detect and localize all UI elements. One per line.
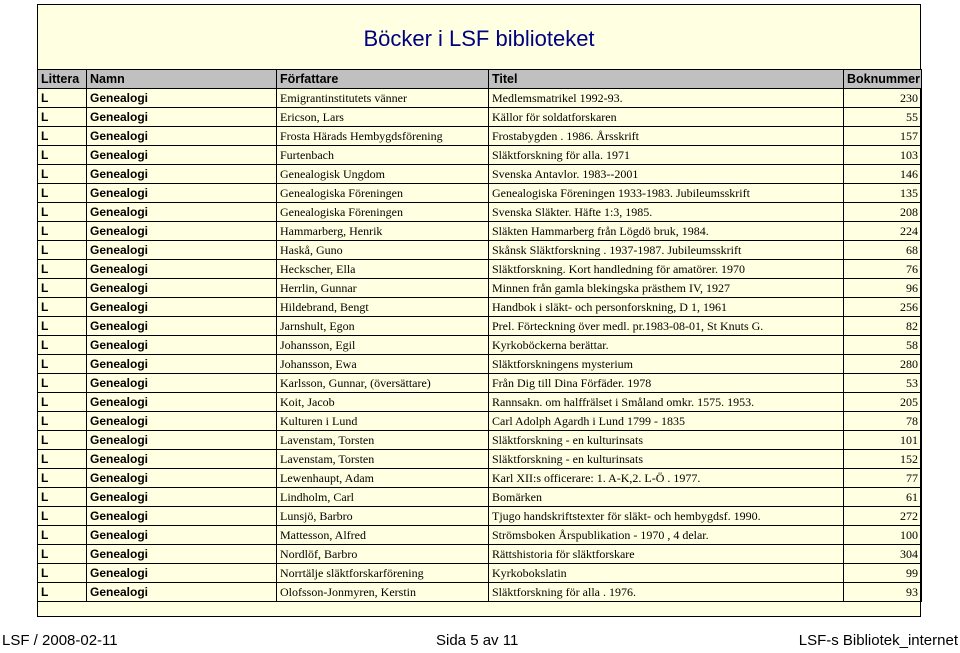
cell-littera: L: [38, 298, 87, 317]
cell-forfattare: Johansson, Egil: [277, 336, 489, 355]
cell-namn: Genealogi: [87, 583, 277, 602]
table-row: [38, 203, 922, 222]
cell-namn: Genealogi: [87, 564, 277, 583]
cell-titel: Kyrkoböckerna berättar.: [489, 336, 844, 355]
cell-boknummer: 101: [844, 431, 922, 450]
cell-forfattare: Nordlöf, Barbro: [277, 545, 489, 564]
cell-forfattare: Genealogiska Föreningen: [277, 203, 489, 222]
footer-page-number: Sida 5 av 11: [436, 632, 519, 649]
header-forfattare: Författare: [277, 70, 489, 89]
cell-titel: Släktforskningens mysterium: [489, 355, 844, 374]
cell-forfattare: Lindholm, Carl: [277, 488, 489, 507]
cell-namn: Genealogi: [87, 108, 277, 127]
table-row: [38, 488, 922, 507]
cell-littera: L: [38, 412, 87, 431]
cell-forfattare: Genealogiska Föreningen: [277, 184, 489, 203]
cell-littera: L: [38, 507, 87, 526]
cell-titel: Släkten Hammarberg från Lögdö bruk, 1984.: [489, 222, 844, 241]
cell-littera: L: [38, 355, 87, 374]
cell-titel: Rannsakn. om halffrälset i Småland omkr. 1575. 1953.: [489, 393, 844, 412]
cell-titel: Frostabygden . 1986. Årsskrift: [489, 127, 844, 146]
cell-forfattare: Lavenstam, Torsten: [277, 450, 489, 469]
cell-forfattare: Furtenbach: [277, 146, 489, 165]
cell-boknummer: 146: [844, 165, 922, 184]
cell-namn: Genealogi: [87, 89, 277, 108]
cell-namn: Genealogi: [87, 165, 277, 184]
cell-titel: Släktforskning för alla . 1976.: [489, 583, 844, 602]
cell-littera: L: [38, 336, 87, 355]
cell-namn: Genealogi: [87, 393, 277, 412]
cell-littera: L: [38, 89, 87, 108]
cell-littera: L: [38, 450, 87, 469]
cell-littera: L: [38, 469, 87, 488]
cell-boknummer: 230: [844, 89, 922, 108]
cell-namn: Genealogi: [87, 488, 277, 507]
cell-forfattare: Kulturen i Lund: [277, 412, 489, 431]
header-titel: Titel: [489, 70, 844, 89]
cell-forfattare: Norrtälje släktforskarförening: [277, 564, 489, 583]
cell-titel: Bomärken: [489, 488, 844, 507]
header-row: [38, 70, 922, 89]
cell-littera: L: [38, 317, 87, 336]
cell-forfattare: Mattesson, Alfred: [277, 526, 489, 545]
footer-date: LSF / 2008-02-11: [2, 632, 118, 649]
cell-littera: L: [38, 393, 87, 412]
table-row: [38, 222, 922, 241]
cell-boknummer: 208: [844, 203, 922, 222]
table-row: [38, 127, 922, 146]
cell-boknummer: 256: [844, 298, 922, 317]
table-row: [38, 431, 922, 450]
cell-titel: Släktforskning för alla. 1971: [489, 146, 844, 165]
cell-boknummer: 77: [844, 469, 922, 488]
cell-titel: Svenska Antavlor. 1983--2001: [489, 165, 844, 184]
cell-boknummer: 224: [844, 222, 922, 241]
table-row: [38, 279, 922, 298]
table-row: [38, 526, 922, 545]
cell-titel: Svenska Släkter. Häfte 1:3, 1985.: [489, 203, 844, 222]
cell-titel: Tjugo handskriftstexter för släkt- och hembygdsf. 1990.: [489, 507, 844, 526]
cell-namn: Genealogi: [87, 507, 277, 526]
cell-namn: Genealogi: [87, 355, 277, 374]
cell-littera: L: [38, 127, 87, 146]
cell-littera: L: [38, 184, 87, 203]
cell-boknummer: 272: [844, 507, 922, 526]
cell-boknummer: 61: [844, 488, 922, 507]
cell-boknummer: 53: [844, 374, 922, 393]
cell-forfattare: Karlsson, Gunnar, (översättare): [277, 374, 489, 393]
cell-forfattare: Heckscher, Ella: [277, 260, 489, 279]
cell-namn: Genealogi: [87, 450, 277, 469]
table-row: [38, 393, 922, 412]
cell-namn: Genealogi: [87, 431, 277, 450]
cell-forfattare: Herrlin, Gunnar: [277, 279, 489, 298]
cell-namn: Genealogi: [87, 203, 277, 222]
table-row: [38, 260, 922, 279]
table-row: [38, 108, 922, 127]
header-littera: Littera: [38, 70, 87, 89]
cell-namn: Genealogi: [87, 545, 277, 564]
cell-littera: L: [38, 260, 87, 279]
cell-namn: Genealogi: [87, 127, 277, 146]
cell-forfattare: Frosta Härads Hembygdsförening: [277, 127, 489, 146]
cell-forfattare: Genealogisk Ungdom: [277, 165, 489, 184]
cell-namn: Genealogi: [87, 184, 277, 203]
cell-namn: Genealogi: [87, 374, 277, 393]
cell-titel: Karl XII:s officerare: 1. A-K,2. L-Ö . 1977.: [489, 469, 844, 488]
page-title: Böcker i LSF biblioteket: [363, 26, 595, 51]
cell-littera: L: [38, 545, 87, 564]
table-row: [38, 469, 922, 488]
cell-boknummer: 58: [844, 336, 922, 355]
cell-littera: L: [38, 488, 87, 507]
cell-forfattare: Koit, Jacob: [277, 393, 489, 412]
cell-forfattare: Lavenstam, Torsten: [277, 431, 489, 450]
cell-forfattare: Hildebrand, Bengt: [277, 298, 489, 317]
table-row: [38, 564, 922, 583]
cell-forfattare: Emigrantinstitutets vänner: [277, 89, 489, 108]
cell-namn: Genealogi: [87, 260, 277, 279]
cell-littera: L: [38, 165, 87, 184]
header-boknummer: Boknummer: [844, 70, 922, 89]
cell-forfattare: Johansson, Ewa: [277, 355, 489, 374]
cell-boknummer: 103: [844, 146, 922, 165]
cell-forfattare: Olofsson-Jonmyren, Kerstin: [277, 583, 489, 602]
cell-namn: Genealogi: [87, 469, 277, 488]
table-row: [38, 336, 922, 355]
table-row: [38, 146, 922, 165]
cell-boknummer: 280: [844, 355, 922, 374]
cell-littera: L: [38, 241, 87, 260]
cell-titel: Släktforskning - en kulturinsats: [489, 431, 844, 450]
table-row: [38, 165, 922, 184]
cell-boknummer: 96: [844, 279, 922, 298]
cell-forfattare: Haskå, Guno: [277, 241, 489, 260]
table-row: [38, 507, 922, 526]
cell-titel: Carl Adolph Agardh i Lund 1799 - 1835: [489, 412, 844, 431]
cell-boknummer: 76: [844, 260, 922, 279]
table-row: [38, 545, 922, 564]
cell-forfattare: Jarnshult, Egon: [277, 317, 489, 336]
cell-boknummer: 55: [844, 108, 922, 127]
cell-titel: Handbok i släkt- och personforskning, D 1, 1961: [489, 298, 844, 317]
cell-titel: Prel. Förteckning över medl. pr.1983-08-01, St Knuts G.: [489, 317, 844, 336]
table-row: [38, 89, 922, 108]
cell-boknummer: 304: [844, 545, 922, 564]
table-row: [38, 355, 922, 374]
cell-forfattare: Lunsjö, Barbro: [277, 507, 489, 526]
cell-titel: Rättshistoria för släktforskare: [489, 545, 844, 564]
cell-boknummer: 78: [844, 412, 922, 431]
table-row: [38, 317, 922, 336]
cell-littera: L: [38, 583, 87, 602]
cell-namn: Genealogi: [87, 298, 277, 317]
cell-boknummer: 100: [844, 526, 922, 545]
table-row: [38, 412, 922, 431]
table-row: [38, 298, 922, 317]
table-row: [38, 184, 922, 203]
table-row: [38, 450, 922, 469]
cell-titel: Kyrkobokslatin: [489, 564, 844, 583]
cell-namn: Genealogi: [87, 336, 277, 355]
cell-boknummer: 135: [844, 184, 922, 203]
cell-titel: Strömsboken Årspublikation - 1970 , 4 delar.: [489, 526, 844, 545]
cell-boknummer: 68: [844, 241, 922, 260]
table-row: [38, 583, 922, 602]
cell-boknummer: 82: [844, 317, 922, 336]
cell-littera: L: [38, 564, 87, 583]
cell-littera: L: [38, 108, 87, 127]
cell-titel: Minnen från gamla blekingska prästhem IV, 1927: [489, 279, 844, 298]
cell-forfattare: Lewenhaupt, Adam: [277, 469, 489, 488]
cell-littera: L: [38, 374, 87, 393]
cell-titel: Skånsk Släktforskning . 1937-1987. Jubileumsskrift: [489, 241, 844, 260]
table-row: [38, 374, 922, 393]
cell-titel: Medlemsmatrikel 1992-93.: [489, 89, 844, 108]
cell-littera: L: [38, 526, 87, 545]
books-table: [37, 69, 922, 602]
cell-namn: Genealogi: [87, 317, 277, 336]
header-namn: Namn: [87, 70, 277, 89]
table-row: [38, 241, 922, 260]
cell-boknummer: 205: [844, 393, 922, 412]
cell-forfattare: Hammarberg, Henrik: [277, 222, 489, 241]
cell-littera: L: [38, 222, 87, 241]
cell-littera: L: [38, 279, 87, 298]
cell-boknummer: 157: [844, 127, 922, 146]
cell-namn: Genealogi: [87, 412, 277, 431]
cell-titel: Släktforskning - en kulturinsats: [489, 450, 844, 469]
cell-titel: Släktforskning. Kort handledning för amatörer. 1970: [489, 260, 844, 279]
cell-titel: Genealogiska Föreningen 1933-1983. Jubileumsskrift: [489, 184, 844, 203]
cell-boknummer: 152: [844, 450, 922, 469]
cell-boknummer: 93: [844, 583, 922, 602]
cell-titel: Från Dig till Dina Förfäder. 1978: [489, 374, 844, 393]
cell-boknummer: 99: [844, 564, 922, 583]
cell-littera: L: [38, 203, 87, 222]
footer-document-name: LSF-s Bibliotek_internet: [798, 632, 958, 649]
cell-namn: Genealogi: [87, 222, 277, 241]
cell-namn: Genealogi: [87, 526, 277, 545]
cell-littera: L: [38, 431, 87, 450]
cell-namn: Genealogi: [87, 279, 277, 298]
cell-namn: Genealogi: [87, 146, 277, 165]
cell-namn: Genealogi: [87, 241, 277, 260]
cell-littera: L: [38, 146, 87, 165]
cell-forfattare: Ericson, Lars: [277, 108, 489, 127]
cell-titel: Källor för soldatforskaren: [489, 108, 844, 127]
